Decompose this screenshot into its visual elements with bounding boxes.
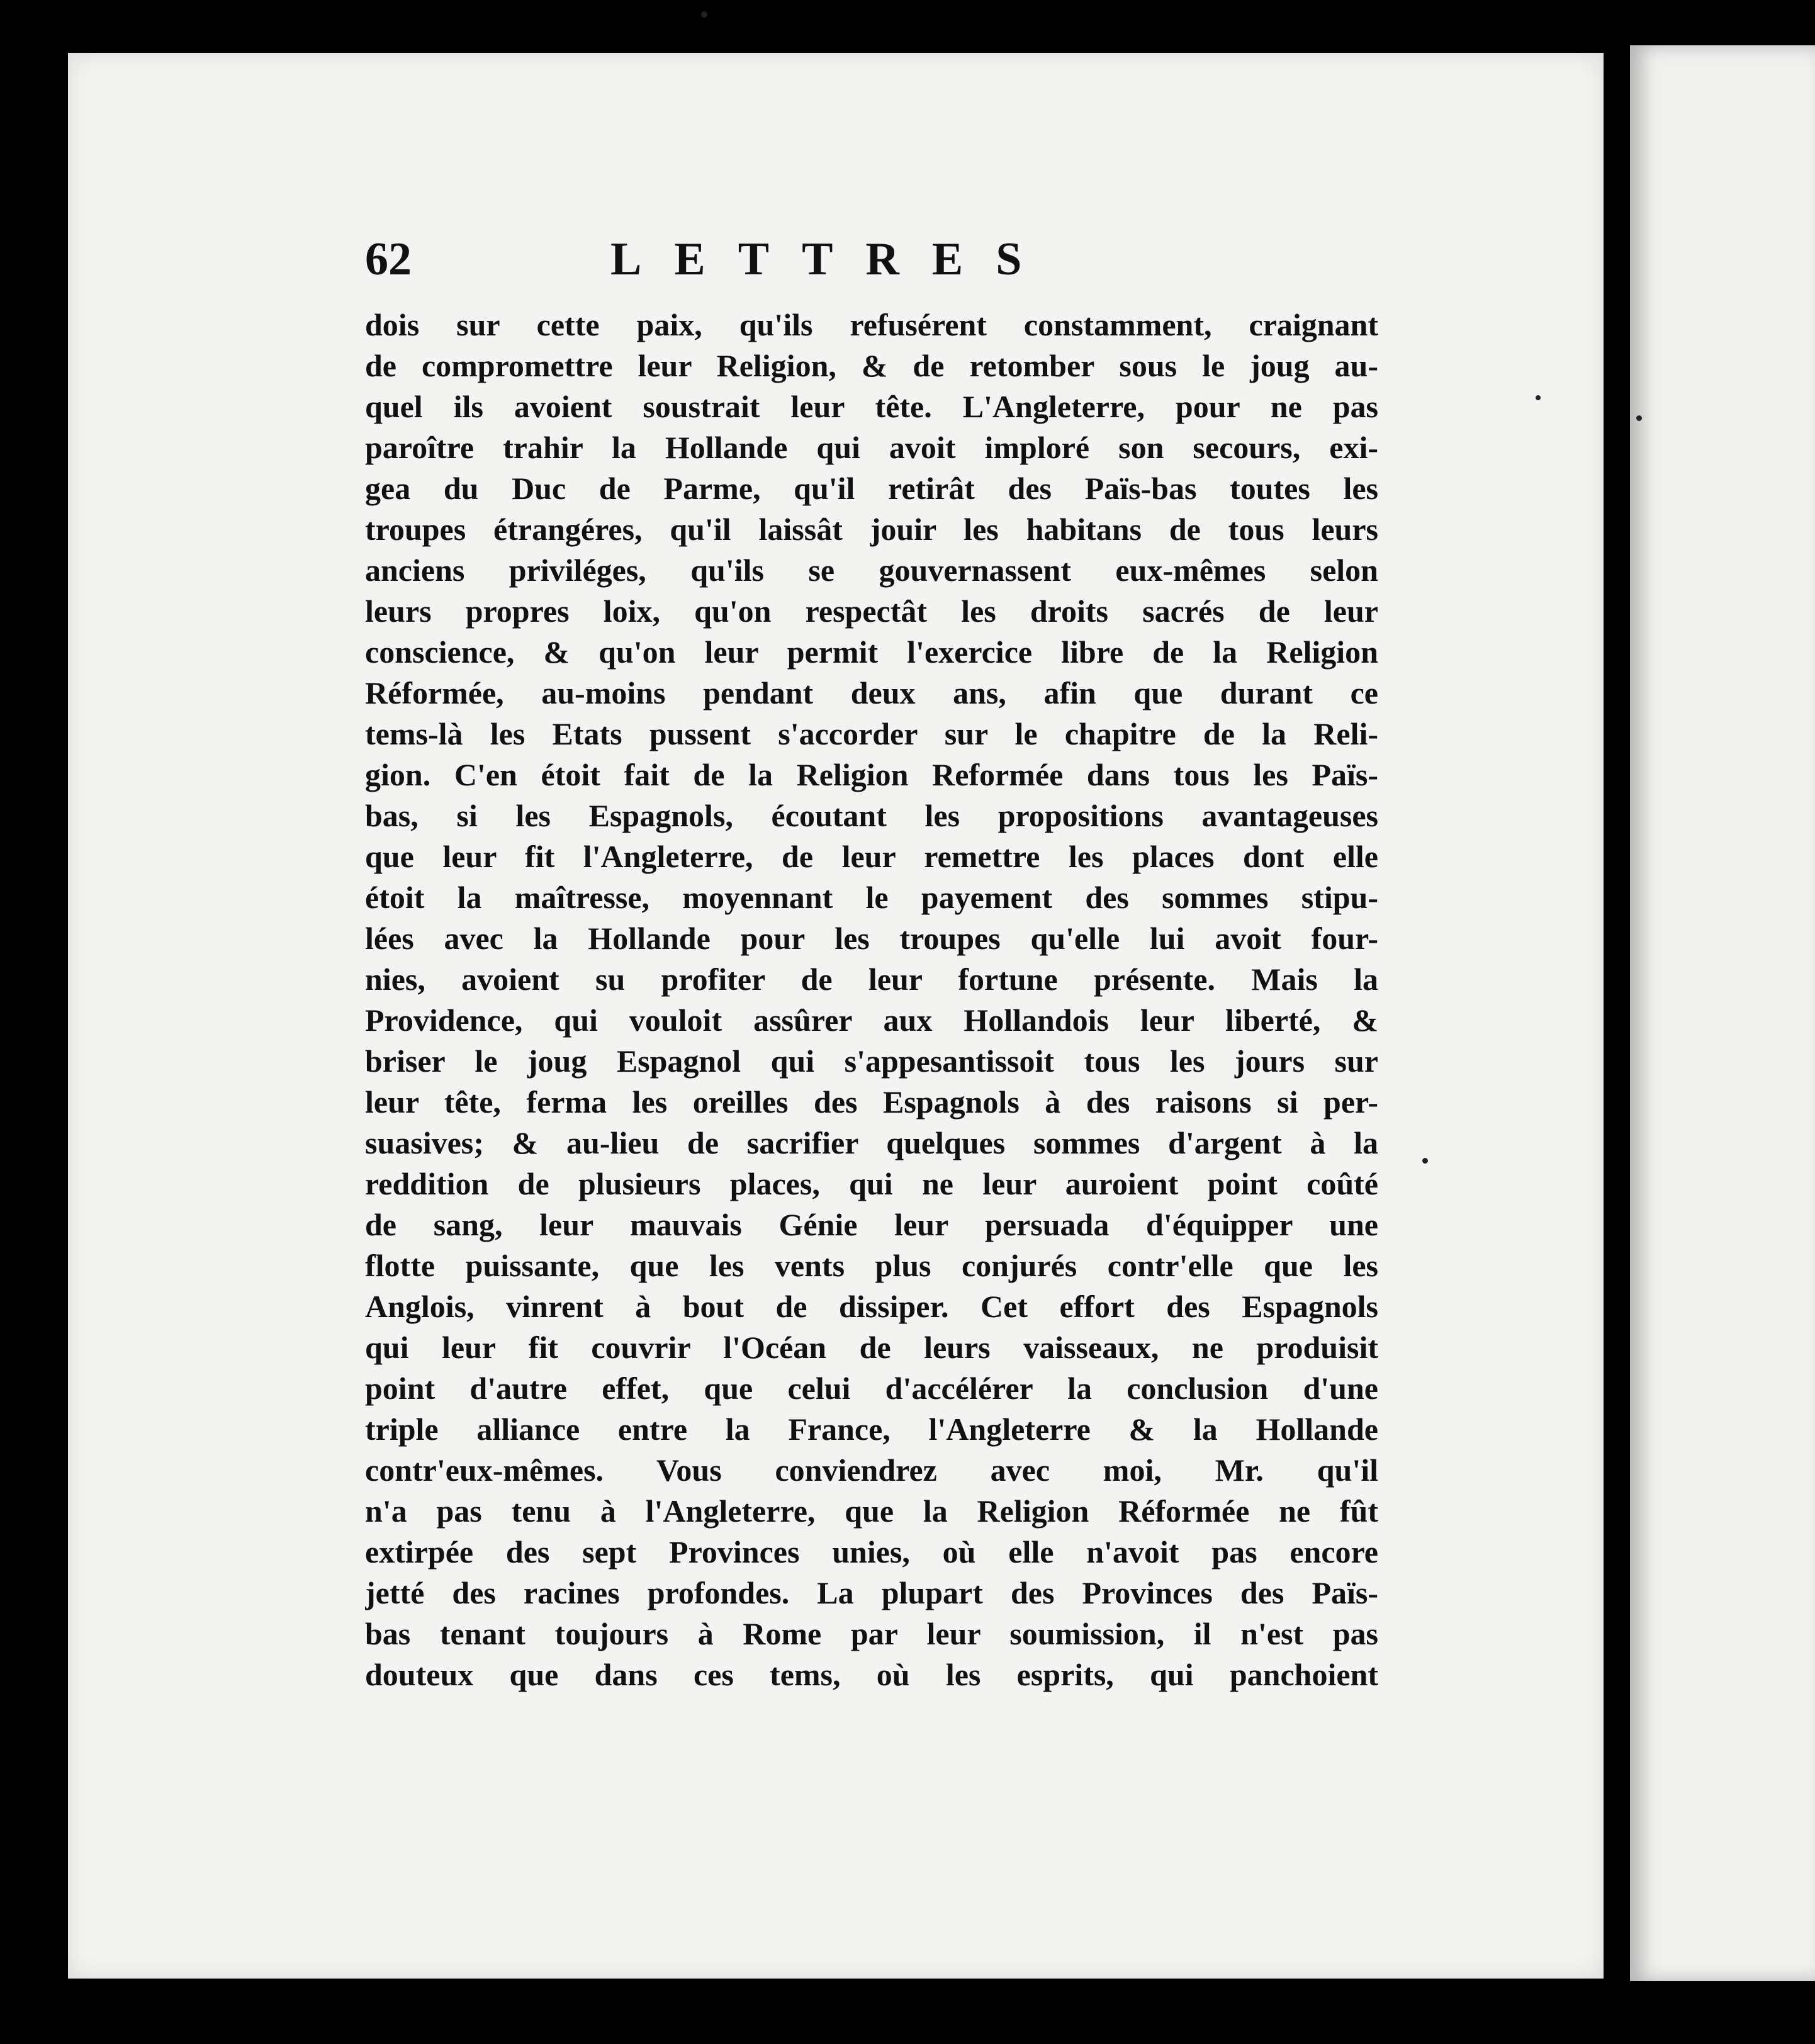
text-line: lées avec la Hollande pour les troupes qu'elle lui avoit four- xyxy=(365,921,1378,956)
text-line: Réformée, au-moins pendant deux ans, afin que durant ce xyxy=(365,675,1378,710)
text-line: bas, si les Espagnols, écoutant les propositions avantageuses xyxy=(365,798,1378,833)
text-line: quel ils avoient soustrait leur tête. L'Angleterre, pour ne pas xyxy=(365,389,1378,424)
text-line: extirpée des sept Provinces unies, où elle n'avoit pas encore xyxy=(365,1534,1378,1570)
text-line: étoit la maîtresse, moyennant le payement des sommes stipu- xyxy=(365,880,1378,915)
text-line: n'a pas tenu à l'Angleterre, que la Religion Réformée ne fût xyxy=(365,1493,1378,1529)
page-header xyxy=(365,233,1372,302)
text-line: flotte puissante, que les vents plus conjurés contr'elle que les xyxy=(365,1248,1378,1283)
text-line: leur tête, ferma les oreilles des Espagnols à des raisons si per- xyxy=(365,1084,1378,1120)
text-line: gion. C'en étoit fait de la Religion Reformée dans tous les Païs- xyxy=(365,757,1378,792)
text-line: dois sur cette paix, qu'ils refusérent constamment, craignant xyxy=(365,307,1378,342)
body-text xyxy=(365,305,1378,1695)
text-line: troupes étrangéres, qu'il laissât jouir les habitans de tous leurs xyxy=(365,512,1378,547)
text-line: paroître trahir la Hollande qui avoit imploré son secours, exi- xyxy=(365,430,1378,465)
page-number: 62 xyxy=(365,233,412,285)
text-line: briser le joug Espagnol qui s'appesantissoit tous les jours sur xyxy=(365,1043,1378,1079)
text-line: Anglois, vinrent à bout de dissiper. Cet effort des Espagnols xyxy=(365,1289,1378,1324)
text-line: conscience, & qu'on leur permit l'exercice libre de la Religion xyxy=(365,634,1378,670)
book-page-right-edge xyxy=(1630,45,1815,1981)
text-line: de compromettre leur Religion, & de retomber sous le joug au- xyxy=(365,348,1378,383)
text-line: point d'autre effet, que celui d'accélérer la conclusion d'une xyxy=(365,1371,1378,1406)
text-line: anciens priviléges, qu'ils se gouvernassent eux-mêmes selon xyxy=(365,553,1378,588)
text-line: triple alliance entre la France, l'Angleterre & la Hollande xyxy=(365,1412,1378,1447)
speck xyxy=(1536,395,1541,400)
text-line: nies, avoient su profiter de leur fortune présente. Mais la xyxy=(365,962,1378,997)
speck xyxy=(1636,415,1642,421)
speck xyxy=(701,11,707,18)
text-line: tems-là les Etats pussent s'accorder sur le chapitre de la Reli- xyxy=(365,716,1378,751)
text-line: bas tenant toujours à Rome par leur soumission, il n'est pas xyxy=(365,1616,1378,1651)
text-line: gea du Duc de Parme, qu'il retirât des Païs-bas toutes les xyxy=(365,471,1378,506)
text-line: de sang, leur mauvais Génie leur persuada d'équipper une xyxy=(365,1207,1378,1242)
running-title: LETTRES xyxy=(610,233,1055,285)
text-line: qui leur fit couvrir l'Océan de leurs vaisseaux, ne produisit xyxy=(365,1330,1378,1365)
text-line: leurs propres loix, qu'on respectât les droits sacrés de leur xyxy=(365,593,1378,629)
text-line: suasives; & au-lieu de sacrifier quelques sommes d'argent à la xyxy=(365,1125,1378,1160)
text-line: contr'eux-mêmes. Vous conviendrez avec moi, Mr. qu'il xyxy=(365,1452,1378,1488)
text-line: que leur fit l'Angleterre, de leur remettre les places dont elle xyxy=(365,839,1378,874)
text-line: jetté des racines profondes. La plupart des Provinces des Païs- xyxy=(365,1575,1378,1610)
text-line: Providence, qui vouloit assûrer aux Hollandois leur liberté, & xyxy=(365,1002,1378,1038)
text-line: reddition de plusieurs places, qui ne leur auroient point coûté xyxy=(365,1166,1378,1201)
speck xyxy=(1422,1158,1428,1164)
text-line: douteux que dans ces tems, où les esprits, qui panchoient xyxy=(365,1657,1378,1692)
